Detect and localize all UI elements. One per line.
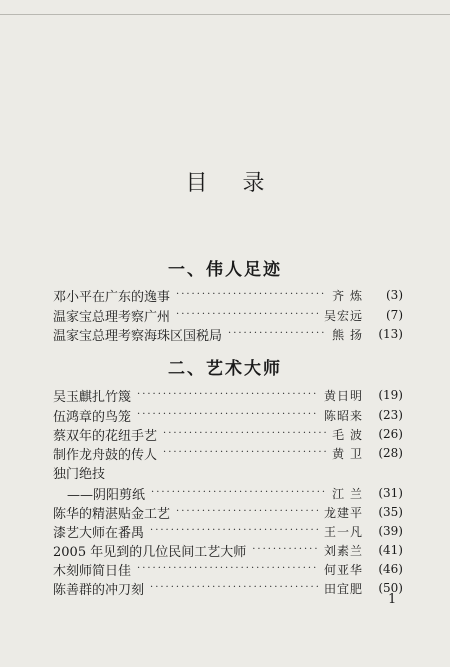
toc-entry[interactable]	[53, 286, 403, 304]
entry-author: 王一凡	[323, 524, 363, 539]
entry-title: ——阴阳剪纸	[67, 487, 146, 503]
entry-author: 陈昭来	[323, 408, 363, 423]
dot-leader	[176, 286, 326, 304]
dot-leader	[150, 522, 318, 540]
entry-author: 黄日明	[323, 388, 363, 403]
entry-title: 陈华的精湛贴金工艺	[53, 506, 171, 522]
toc-entry[interactable]	[53, 386, 403, 404]
entry-title: 吴玉麒扎竹篾	[53, 389, 132, 405]
toc-entry[interactable]	[53, 306, 403, 324]
dot-leader	[176, 306, 318, 324]
entry-page: (13)	[378, 327, 403, 341]
entry-title: 陈善群的冲刀刻	[53, 582, 145, 598]
entry-title: 温家宝总理考察广州	[53, 309, 171, 325]
toc-entry[interactable]	[53, 425, 403, 443]
toc-entry[interactable]	[53, 560, 403, 578]
entry-author: 江 兰	[332, 486, 363, 501]
entry-author: 龙建平	[323, 505, 363, 520]
entry-title: 邓小平在广东的逸事	[53, 289, 171, 305]
toc-entry[interactable]	[53, 406, 403, 424]
entry-page: (46)	[378, 562, 403, 576]
entry-page: (31)	[378, 486, 403, 500]
dot-leader	[151, 484, 326, 502]
entry-author: 黄 卫	[332, 446, 363, 461]
toc-entry[interactable]	[53, 503, 403, 521]
entry-author: 田宜肥	[323, 581, 363, 596]
entry-title: 木刻师简日佳	[53, 563, 132, 579]
entry-author: 毛 波	[332, 427, 363, 442]
entry-title: 蔡双年的花纽手艺	[53, 428, 158, 444]
entry-title: 伍鸿章的鸟笼	[53, 409, 132, 425]
entry-title: 温家宝总理考察海珠区国税局	[53, 328, 223, 344]
entry-title: 2005 年见到的几位民间工艺大师	[53, 544, 247, 560]
toc-entry[interactable]	[53, 325, 403, 343]
section-heading: 二、艺术大师	[168, 359, 282, 379]
dot-leader	[176, 503, 318, 521]
entry-author: 齐 炼	[332, 288, 363, 303]
top-rule	[0, 14, 450, 15]
dot-leader	[163, 425, 326, 443]
toc-entry[interactable]	[53, 579, 403, 597]
entry-page: (35)	[378, 505, 403, 519]
dot-leader	[228, 325, 326, 343]
page-title: 目 录	[185, 171, 279, 196]
entry-page: (28)	[378, 446, 403, 460]
dot-leader	[137, 560, 318, 578]
entry-page: (3)	[386, 288, 403, 302]
entry-page: (39)	[378, 524, 403, 538]
dot-leader	[150, 579, 318, 597]
entry-page: (19)	[378, 388, 403, 402]
dot-leader	[137, 386, 318, 404]
entry-title: 制作龙舟鼓的传人	[53, 447, 158, 463]
entry-author: 熊 扬	[332, 327, 363, 342]
entry-author: 吴宏远	[323, 308, 363, 323]
section-heading: 一、伟人足迹	[168, 260, 282, 280]
dot-leader	[163, 444, 326, 462]
entry-page: (41)	[378, 543, 403, 557]
entry-page: (7)	[386, 308, 403, 322]
entry-title: 漆艺大师在番禺	[53, 525, 145, 541]
toc-entry[interactable]	[53, 522, 403, 540]
entry-page: (26)	[378, 427, 403, 441]
toc-entry[interactable]	[53, 484, 403, 502]
entry-page: (50)	[378, 581, 403, 595]
toc-entry[interactable]	[53, 444, 403, 462]
dot-leader	[252, 541, 318, 559]
entry-author: 刘素兰	[323, 543, 363, 558]
dot-leader	[137, 406, 318, 424]
toc-entry[interactable]	[53, 463, 403, 481]
entry-page: (23)	[378, 408, 403, 422]
entry-author: 何亚华	[323, 562, 363, 577]
toc-entry[interactable]	[53, 541, 403, 559]
page-number: 1	[388, 592, 397, 607]
entry-title: 独门绝技	[53, 466, 106, 482]
